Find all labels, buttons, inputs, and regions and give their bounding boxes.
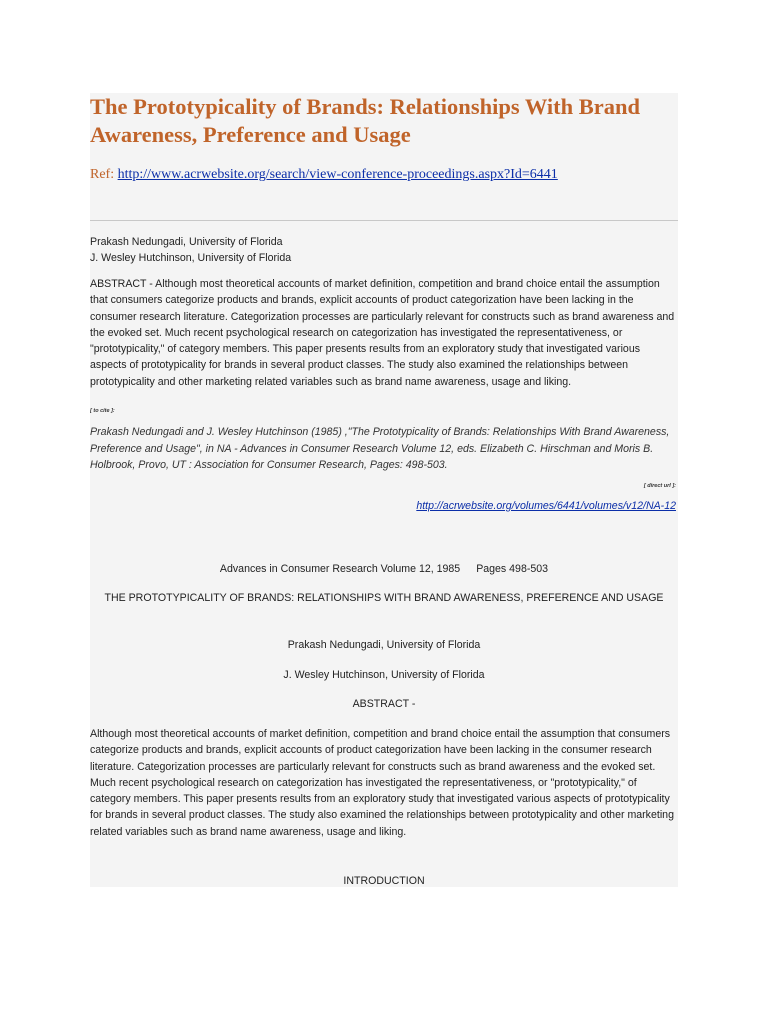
introduction-heading: INTRODUCTION (343, 875, 425, 887)
direct-url-label: [ direct url ]: (643, 483, 676, 489)
paper-author-1: Prakash Nedungadi, University of Florida (287, 639, 481, 651)
to-cite-label: [ to cite ]: (90, 408, 115, 414)
abstract-heading: ABSTRACT - (352, 698, 416, 710)
document-page (90, 93, 678, 887)
authors-block (90, 234, 678, 267)
page-title: The Prototypicality of Brands: Relationships With Brand Awareness, Preference and Usage (90, 94, 641, 147)
author-line-1: Prakash Nedungadi, University of Florida (90, 236, 283, 248)
journal-name: Advances in Consumer Research Volume 12, 1985 (219, 563, 461, 575)
direct-url-link[interactable]: http://acrwebsite.org/volumes/6441/volumes/v12/NA-12 (416, 500, 676, 512)
abstract-summary: ABSTRACT - Although most theoretical accounts of market definition, competition and brand choice entail the assumption that consumers categorize products and brands, explicit accounts of product categorization have been lacking in the consumer research literature. Categorization processes are particularly relevant for constructs such as brand awareness and the evoked set. Much recent psychological research on categorization has investigated the representativeness, or "prototypicality," of category members. This paper presents results from an exploratory study that investigated various aspects of prototypicality for brands in several product classes. The study also examined the relationships between prototypicality and other marketing related variables such as brand name awareness, usage and liking. (90, 278, 675, 388)
abstract-body: Although most theoretical accounts of market definition, competition and brand choice entail the assumption that consumers categorize products and brands, explicit accounts of product categorization have been lacking in the consumer research literature. Categorization processes are particularly relevant for constructs such as brand awareness and the evoked set. Much recent psychological research on categorization has investigated the representativeness, or "prototypicality," of category members. This paper presents results from an exploratory study that investigated various aspects of prototypicality for brands in several product classes. The study also examined the relationships between prototypicality and other marketing related variables such as brand name awareness, usage and liking. (90, 728, 674, 838)
citation-text: Prakash Nedungadi and J. Wesley Hutchinson (1985) ,"The Prototypicality of Brands: Relationships With Brand Awareness, Preference and Usage", in NA - Advances in Consumer Research Volume 12, eds. Elizabeth C. Hirschman and Moris B. Holbrook, Provo, UT : Association for Consumer Research, Pages: 498-503. (90, 426, 670, 471)
paper-title: THE PROTOTYPICALITY OF BRANDS: RELATIONSHIPS WITH BRAND AWARENESS, PREFERENCE AND USAGE (104, 592, 664, 604)
author-line-2: J. Wesley Hutchinson, University of Florida (90, 252, 292, 265)
ref-line (90, 167, 558, 183)
journal-line (90, 561, 678, 577)
paper-author-2: J. Wesley Hutchinson, University of Florida (283, 669, 485, 681)
ref-link[interactable]: http://www.acrwebsite.org/search/view-conference-proceedings.aspx?Id=6441 (117, 167, 558, 182)
journal-pages: Pages 498-503 (476, 563, 549, 575)
divider (90, 220, 678, 221)
ref-label: Ref: (90, 167, 115, 182)
